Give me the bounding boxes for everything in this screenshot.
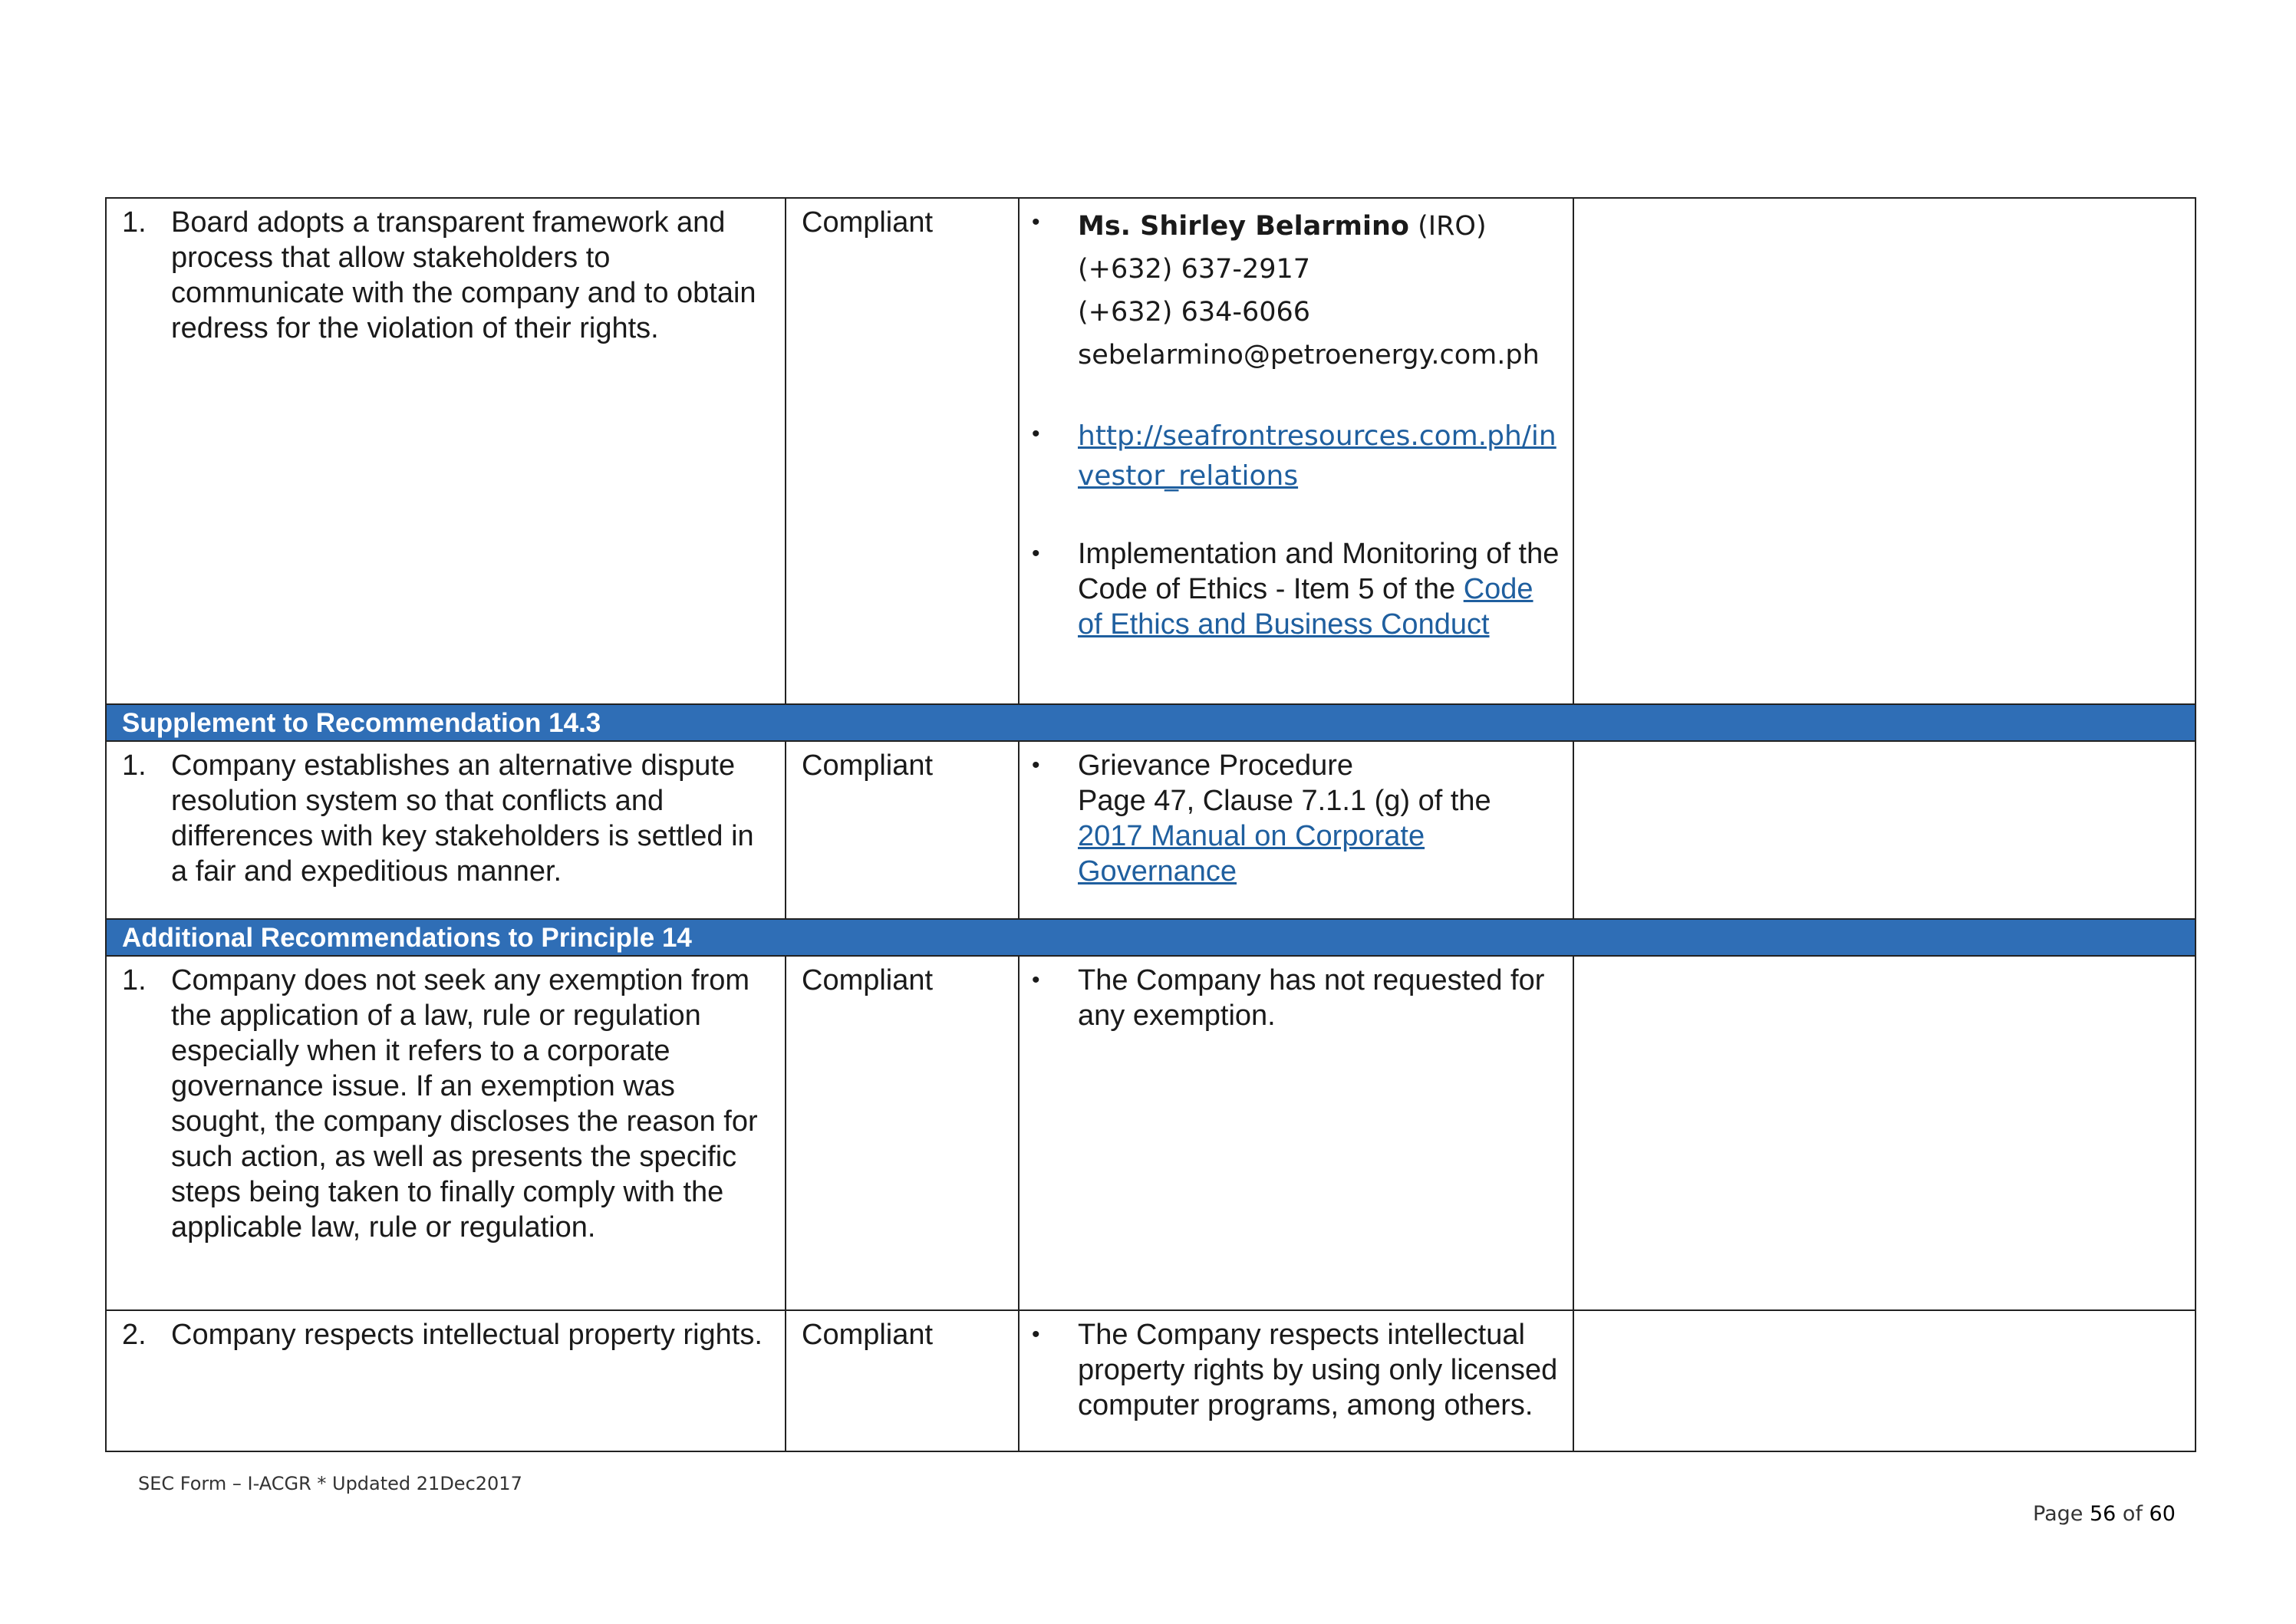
recommendation-cell bbox=[106, 198, 786, 704]
list-item bbox=[1032, 1317, 1560, 1423]
list-item bbox=[1032, 536, 1560, 642]
table-row bbox=[106, 741, 2196, 919]
explanation-cell bbox=[1019, 741, 1573, 919]
bullet-icon: • bbox=[1032, 967, 1040, 993]
status-cell bbox=[786, 198, 1019, 704]
explanation-text: The Company respects intellectual property rights by using only licensed computer programs, among others. bbox=[1078, 1319, 1558, 1421]
investor-relations-link[interactable]: http://seafrontresources.com.ph/investor_relations bbox=[1078, 420, 1556, 492]
compliance-status: Compliant bbox=[802, 749, 934, 782]
manual-governance-link[interactable]: 2017 Manual on Corporate Governance bbox=[1078, 820, 1425, 888]
compliance-status: Compliant bbox=[802, 206, 934, 239]
section-header-row bbox=[106, 704, 2196, 741]
notes-cell bbox=[1573, 956, 2196, 1310]
section-header: Supplement to Recommendation 14.3 bbox=[106, 704, 2196, 741]
compliance-table bbox=[105, 197, 2196, 1452]
recommendation-text: Company does not seek any exemption from the application of a law, rule or regulation especially when it refers to a corporate governance issue. If an exemption was sought, the company discloses the reason for such action, as well as presents the specific steps being taken to finally comply with the applicable law, rule or regulation. bbox=[171, 964, 758, 1244]
table-row bbox=[106, 956, 2196, 1310]
explanation-text: The Company has not requested for any exemption. bbox=[1078, 964, 1545, 1032]
contact-role: (IRO) bbox=[1418, 211, 1487, 242]
contact-phone-2: (+632) 634-6066 bbox=[1078, 297, 1311, 328]
page-total: 60 bbox=[2149, 1502, 2176, 1526]
item-number: 1. bbox=[122, 964, 147, 996]
grievance-text: Page 47, Clause 7.1.1 (g) of the bbox=[1078, 785, 1491, 817]
explanation-cell bbox=[1019, 1310, 1573, 1451]
notes-cell bbox=[1573, 198, 2196, 704]
status-cell bbox=[786, 741, 1019, 919]
table-row bbox=[106, 1310, 2196, 1451]
contact-phone-1: (+632) 637-2917 bbox=[1078, 254, 1311, 285]
explanation-cell bbox=[1019, 956, 1573, 1310]
notes-cell bbox=[1573, 741, 2196, 919]
recommendation-cell bbox=[106, 956, 786, 1310]
status-cell bbox=[786, 956, 1019, 1310]
notes-cell bbox=[1573, 1310, 2196, 1451]
list-item bbox=[1032, 748, 1560, 889]
list-item bbox=[1032, 205, 1560, 377]
compliance-status: Compliant bbox=[802, 1319, 934, 1351]
recommendation-text: Board adopts a transparent framework and process that allow stakeholders to communicate with the company and to obtain redress for the violation of their rights. bbox=[171, 206, 756, 344]
contact-email: sebelarmino@petroenergy.com.ph bbox=[1078, 340, 1540, 371]
section-header: Additional Recommendations to Principle 14 bbox=[106, 919, 2196, 956]
item-number: 1. bbox=[122, 749, 147, 782]
of-label: of bbox=[2122, 1502, 2143, 1526]
grievance-title: Grievance Procedure bbox=[1078, 749, 1354, 782]
form-footer: SEC Form – I-ACGR * Updated 21Dec2017 bbox=[138, 1473, 522, 1494]
contact-name: Ms. Shirley Belarmino bbox=[1078, 211, 1409, 242]
list-item bbox=[1032, 417, 1560, 496]
page-label: Page bbox=[2033, 1502, 2084, 1526]
code-of-ethics-link[interactable]: Code of Ethics and Business Conduct bbox=[1078, 573, 1533, 641]
item-number: 1. bbox=[122, 206, 147, 239]
page-current: 56 bbox=[2089, 1502, 2116, 1526]
list-item bbox=[1032, 963, 1560, 1033]
page-number bbox=[2033, 1502, 2176, 1526]
section-header-row bbox=[106, 919, 2196, 956]
bullet-icon: • bbox=[1032, 541, 1040, 566]
recommendation-cell bbox=[106, 741, 786, 919]
ethics-text: Implementation and Monitoring of the Code of Ethics - Item 5 of the bbox=[1078, 538, 1560, 605]
bullet-icon: • bbox=[1032, 753, 1040, 778]
recommendation-text: Company establishes an alternative dispute resolution system so that conflicts and differences with key stakeholders is settled in a fair and expeditious manner. bbox=[171, 749, 754, 888]
compliance-status: Compliant bbox=[802, 964, 934, 996]
bullet-icon: • bbox=[1032, 421, 1040, 446]
explanation-cell bbox=[1019, 198, 1573, 704]
status-cell bbox=[786, 1310, 1019, 1451]
recommendation-cell bbox=[106, 1310, 786, 1451]
table-row bbox=[106, 198, 2196, 704]
bullet-icon: • bbox=[1032, 209, 1040, 235]
item-number: 2. bbox=[122, 1319, 147, 1351]
recommendation-text: Company respects intellectual property rights. bbox=[171, 1319, 763, 1351]
bullet-icon: • bbox=[1032, 1322, 1040, 1347]
